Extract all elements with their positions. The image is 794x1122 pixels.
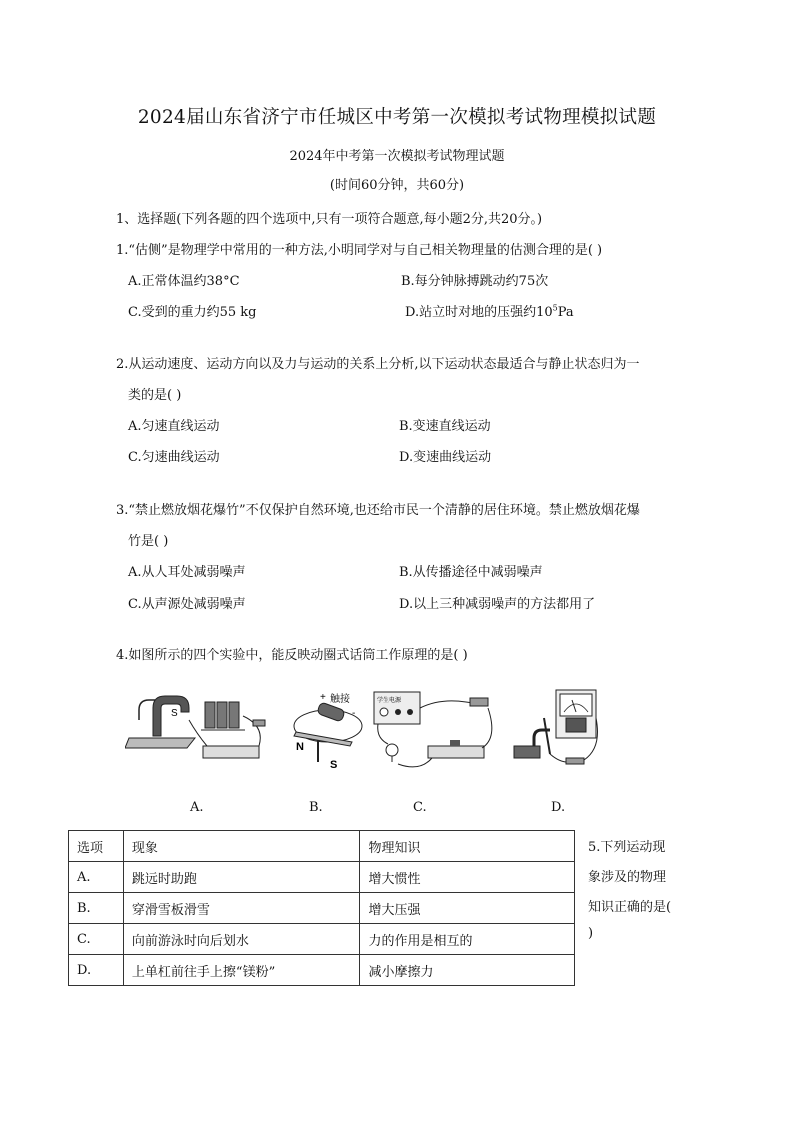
q2-option-b: B.变速直线运动: [399, 419, 491, 434]
section-heading: 1、选择题(下列各题的四个选项中,只有一项符合题意,每小题2分,共20分。): [116, 212, 543, 227]
exam-subtitle: 2024年中考第一次模拟考试物理试题: [289, 149, 505, 164]
figure-b-compass: [288, 688, 368, 773]
table-cell: D.: [69, 955, 124, 986]
q1-option-d: D.站立时对地的压强约$10^5Pa$: [405, 303, 574, 320]
table-header-row: [69, 831, 575, 862]
q4-stem: 4.如图所示的四个实验中，能反映动圈式话筒工作原理的是( ): [116, 648, 468, 663]
q5-table: [68, 830, 575, 986]
table-cell: 跳远时助跑: [123, 862, 360, 893]
q3-option-b: B.从传播途径中减弱噪声: [399, 565, 543, 580]
table-cell: 上单杠前往手上擦“镁粉”: [123, 955, 360, 986]
figure-label-d: D.: [551, 800, 566, 815]
q2-stem-line2: 类的是( ): [128, 388, 182, 403]
fig-b-n-label: N: [296, 741, 304, 753]
q2-option-c: C.匀速曲线运动: [128, 450, 220, 465]
table-row: [69, 924, 575, 955]
fig-b-plus-label: +: [320, 692, 326, 703]
table-cell: B.: [69, 893, 124, 924]
q2-option-d: D.变速曲线运动: [399, 450, 492, 465]
figure-c-circuit: [370, 688, 500, 773]
q2-stem-line1: 2.从运动速度、运动方向以及力与运动的关系上分析,以下运动状态最适合与静止状态归为一: [116, 357, 640, 372]
q3-option-c: C.从声源处减弱噪声: [128, 597, 246, 612]
q5-stem-line4: ): [588, 926, 594, 941]
table-row: [69, 893, 575, 924]
q1-stem: 1.“估侧”是物理学中常用的一种方法,小明同学对与自己相关物理量的估测合理的是( ): [116, 243, 603, 258]
figure-label-a: A.: [190, 800, 204, 815]
q3-stem-line2: 竹是( ): [128, 534, 169, 549]
q5-stem-line1: 5.下列运动现: [588, 840, 666, 855]
time-note: (时间60分钟，共60分): [329, 178, 465, 193]
fig-b-minus-label: -: [352, 708, 356, 719]
table-cell: 力的作用是相互的: [360, 924, 575, 955]
q1-option-c: C.受到的重力约55 kg: [128, 305, 257, 320]
q1-option-a: A.正常体温约38°C: [128, 274, 240, 289]
q5-stem-line2: 象涉及的物理: [588, 870, 667, 885]
table-cell: A.: [69, 862, 124, 893]
fig-b-touch-label: 触接: [330, 694, 350, 705]
table-header-cell: 物理知识: [360, 831, 575, 862]
table-cell: 减小摩擦力: [360, 955, 575, 986]
fig-b-s-label: S: [330, 759, 338, 771]
table-cell: C.: [69, 924, 124, 955]
figure-label-c: C.: [413, 800, 427, 815]
q2-option-a: A.匀速直线运动: [128, 419, 220, 434]
fig-c-power-label: 学生电源: [377, 698, 402, 704]
table-header-cell: 选项: [69, 831, 124, 862]
q3-option-d: D.以上三种减弱噪声的方法都用了: [399, 597, 596, 612]
fig-a-pole-label: S: [171, 708, 178, 719]
table-cell: 穿滑雪板滑雪: [123, 893, 360, 924]
table-row: [69, 862, 575, 893]
figure-a-motor: [125, 690, 270, 770]
table-cell: 向前游泳时向后划水: [123, 924, 360, 955]
table-header-cell: 现象: [123, 831, 360, 862]
q5-stem-line3: 知识正确的是(: [588, 900, 672, 915]
q1-option-b: B.每分钟脉搏跳动约75次: [401, 274, 549, 289]
q3-option-a: A.从人耳处减弱噪声: [128, 565, 246, 580]
figure-d-galvanometer: [510, 688, 600, 773]
page-title: 2024届山东省济宁市任城区中考第一次模拟考试物理模拟试题: [137, 107, 657, 128]
figure-label-b: B.: [309, 800, 323, 815]
table-row: [69, 955, 575, 986]
table-cell: 增大惯性: [360, 862, 575, 893]
table-cell: 增大压强: [360, 893, 575, 924]
q3-stem-line1: 3.“禁止燃放烟花爆竹”不仅保护自然环境,也还给市民一个清静的居住环境。禁止燃放烟花爆: [116, 503, 640, 518]
